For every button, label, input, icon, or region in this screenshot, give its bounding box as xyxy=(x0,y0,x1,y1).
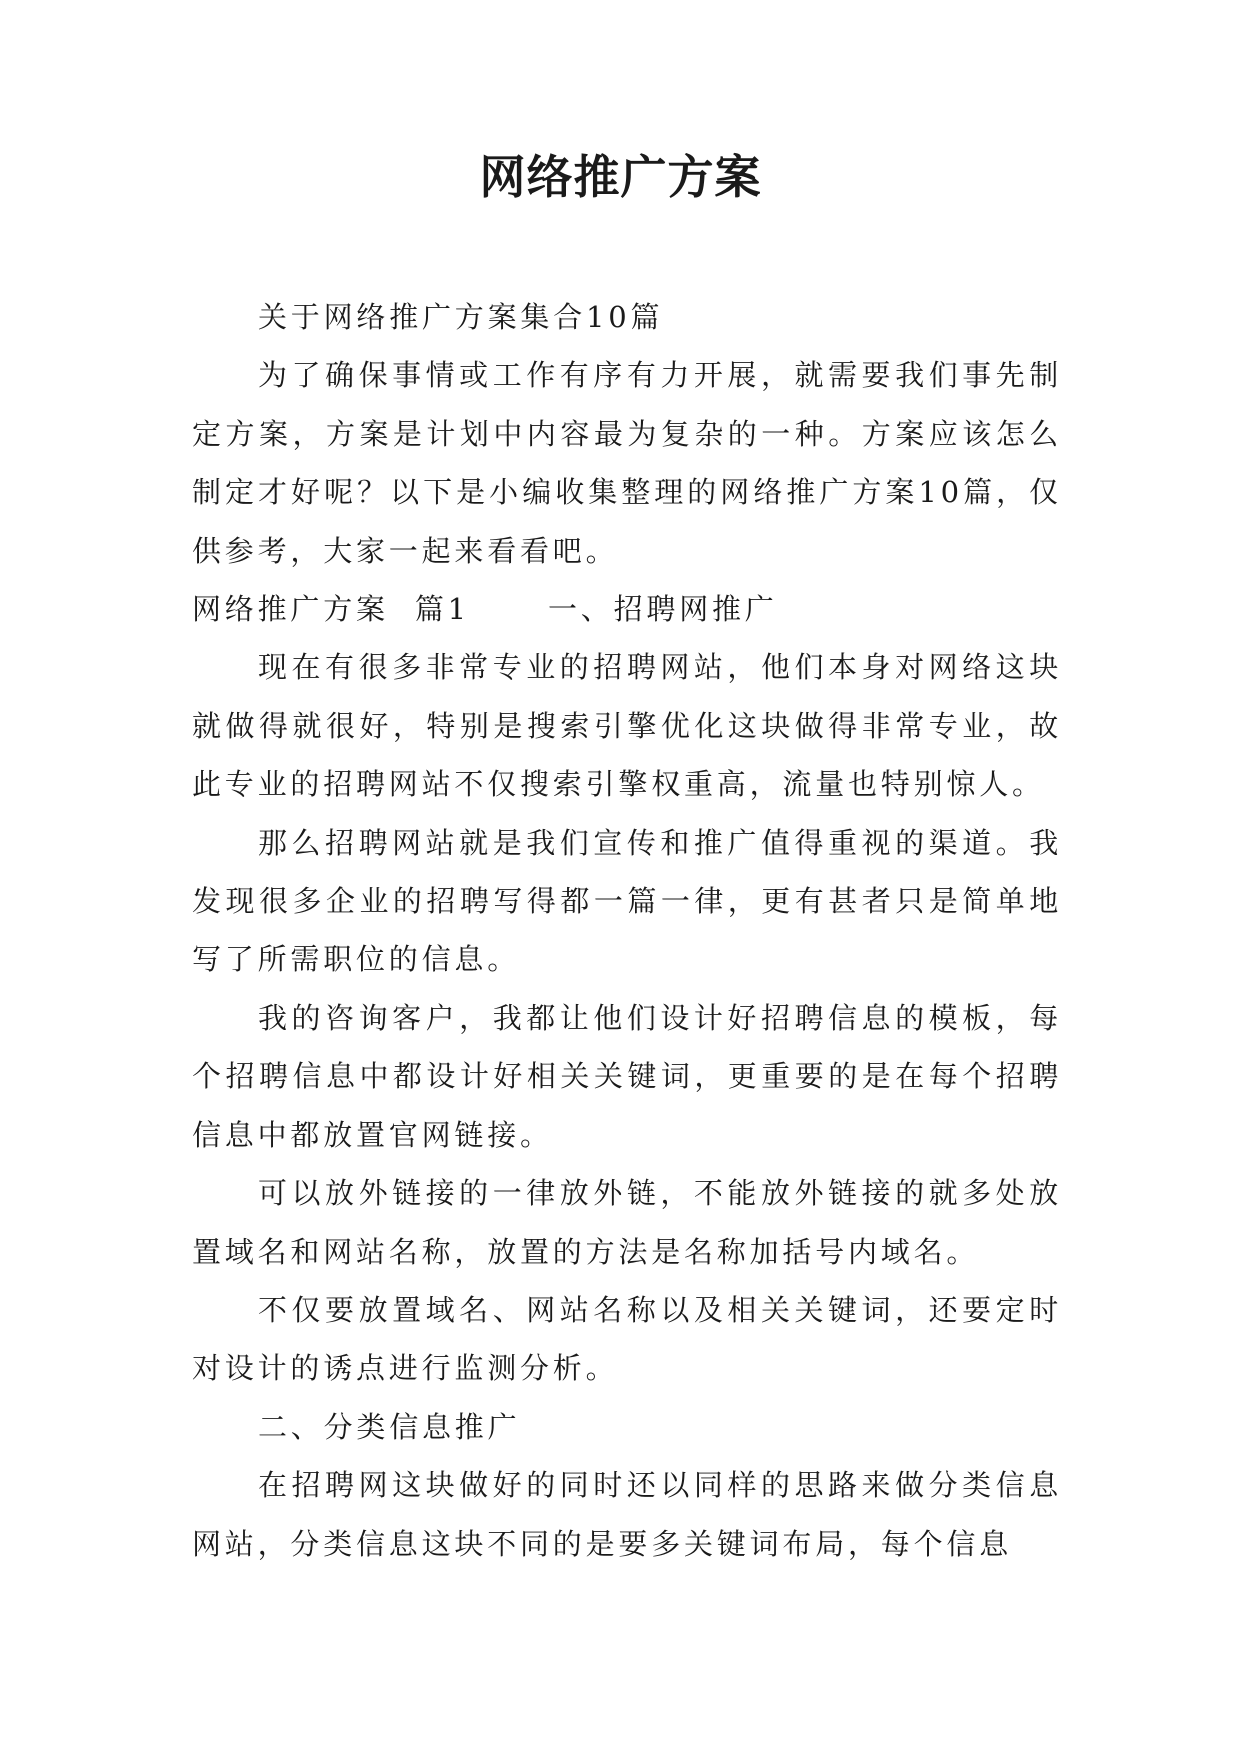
paragraph-recruitment-channel: 那么招聘网站就是我们宣传和推广值得重视的渠道。我发现很多企业的招聘写得都一篇一律，更有甚者只是简单地写了所需职位的信息。 xyxy=(192,825,1062,977)
section-heading-classified: 二、分类信息推广 xyxy=(258,1409,521,1444)
paragraph-external-links: 可以放外链接的一律放外链，不能放外链接的就多处放置域名和网站名称，放置的方法是名称加括号内域名。 xyxy=(192,1176,1062,1269)
paragraph-monitoring: 不仅要放置域名、网站名称以及相关关键词，还要定时对设计的诱点进行监测分析。 xyxy=(192,1292,1062,1386)
document-body xyxy=(192,288,1062,1573)
section-heading-recruitment: 网络推广方案 篇1 一、招聘网推广 xyxy=(192,592,778,627)
paragraph-intro: 为了确保事情或工作有序有力开展，就需要我们事先制定方案，方案是计划中内容最为复杂的一种。方案应该怎么制定才好呢？以下是小编收集整理的网络推广方案10篇，仅供参考，大家一起来看看吧。 xyxy=(192,358,1062,568)
paragraph-recruitment-template: 我的咨询客户，我都让他们设计好招聘信息的模板，每个招聘信息中都设计好相关关键词，更重要的是在每个招聘信息中都放置官网链接。 xyxy=(192,1000,1062,1152)
paragraph-recruitment-sites: 现在有很多非常专业的招聘网站，他们本身对网络这块就做得就很好，特别是搜索引擎优化这块做得非常专业，故此专业的招聘网站不仅搜索引擎权重高，流量也特别惊人。 xyxy=(192,650,1062,802)
document-title: 网络推广方案 xyxy=(479,150,762,204)
paragraph-classified: 在招聘网这块做好的同时还以同样的思路来做分类信息网站，分类信息这块不同的是要多关键词布局，每个信息 xyxy=(192,1468,1062,1561)
paragraph-intro-heading: 关于网络推广方案集合10篇 xyxy=(258,300,664,334)
